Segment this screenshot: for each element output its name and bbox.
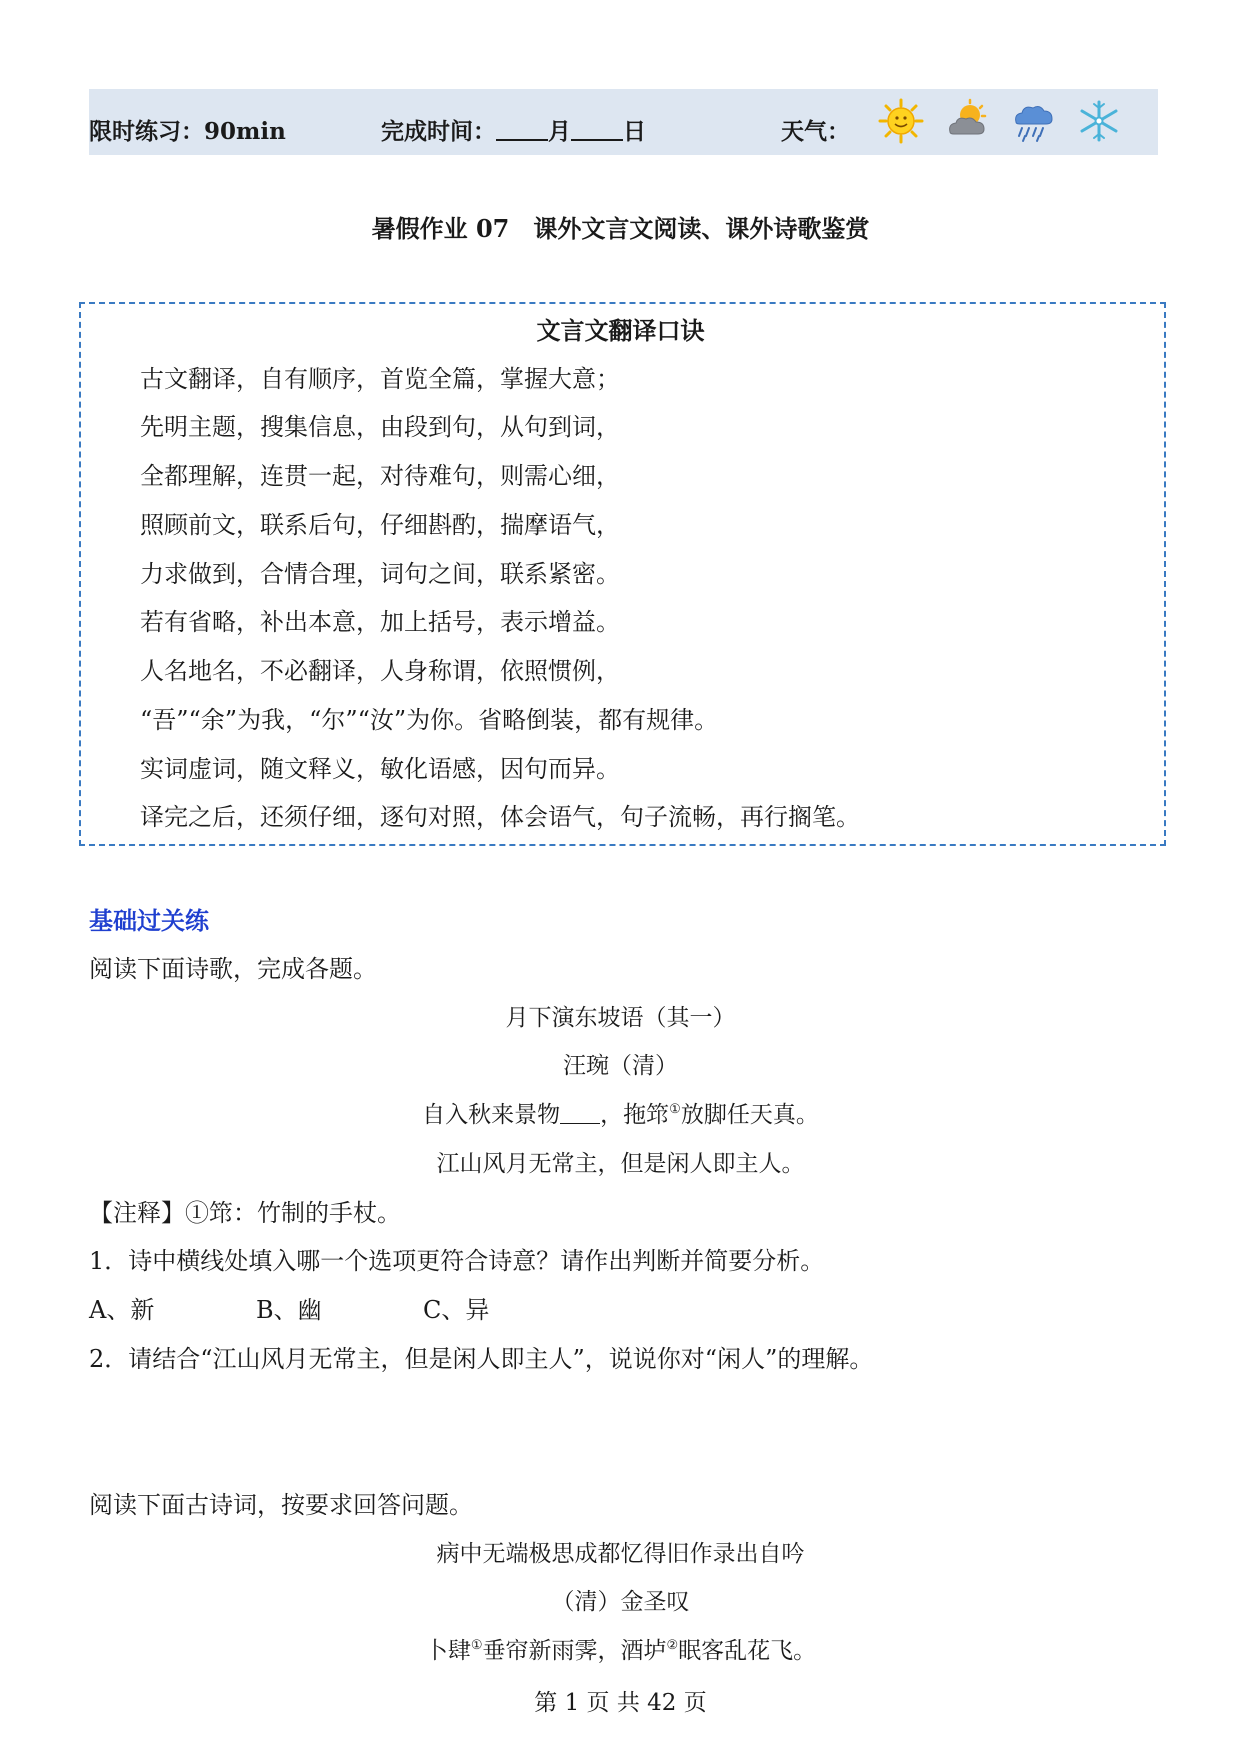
- rhyme-box-title: 文言文翻译口诀: [536, 316, 705, 345]
- month-label: 月: [548, 118, 571, 145]
- page-title: 暑假作业 07 课外文言文阅读、课外诗歌鉴赏: [371, 214, 870, 243]
- poem-line: 江山风月无常主，但是闲人即主人。: [436, 1151, 805, 1177]
- intro-text: 阅读下面古诗词，按要求回答问题。: [89, 1491, 473, 1519]
- poem-line: 自入秋来景物 ，拖筇①放脚任天真。: [422, 1102, 819, 1128]
- poem-title: 病中无端极思成都忆得旧作录出自吟: [436, 1541, 805, 1567]
- snowflake-icon: [1076, 98, 1122, 144]
- rhyme-line: 若有省略，补出本意，加上括号，表示增益。: [140, 608, 620, 636]
- option-a: A、新: [89, 1296, 155, 1324]
- rhyme-line: 全都理解，连贯一起，对待难句，则需心细，: [140, 462, 620, 490]
- day-blank[interactable]: [571, 117, 623, 141]
- footnote-marker: ①: [470, 1638, 483, 1653]
- month-blank[interactable]: [496, 117, 548, 141]
- rhyme-line: 力求做到，合情合理，词句之间，联系紧密。: [140, 560, 620, 588]
- footnote-marker: ①: [669, 1102, 681, 1117]
- fill-blank[interactable]: [560, 1102, 600, 1124]
- question-1: 1．诗中横线处填入哪一个选项更符合诗意？请作出判断并简要分析。: [89, 1247, 825, 1275]
- footnote-marker: ②: [666, 1638, 679, 1653]
- time-limit-value: 90min: [204, 118, 286, 145]
- rain-icon: [1010, 98, 1056, 144]
- weather: [781, 116, 850, 148]
- intro-text: 阅读下面诗歌，完成各题。: [89, 955, 377, 983]
- poem-title: 月下演东坡语（其一）: [505, 1005, 736, 1031]
- rhyme-line: “吾”“余”为我，“尔”“汝”为你。省略倒装，都有规律。: [140, 706, 719, 734]
- rhyme-line: 实词虚词，随文释义，敏化语感，因句而异。: [140, 755, 620, 783]
- finish-time-label: 完成时间：: [381, 118, 496, 145]
- page-footer: 第 1 页 共 42 页: [534, 1690, 707, 1716]
- question-2: 2．请结合“江山风月无常主，但是闲人即主人”，说说你对“闲人”的理解。: [89, 1345, 874, 1373]
- section-heading: 基础过关练: [89, 907, 209, 935]
- rhyme-line: 古文翻译，自有顺序，首览全篇，掌握大意；: [140, 365, 620, 393]
- cloud-sun-icon: [944, 98, 990, 144]
- time-limit-label: 限时练习：: [89, 118, 204, 145]
- time-limit: [89, 116, 286, 148]
- day-label: 日: [623, 118, 646, 145]
- footnote: 【注释】①筇：竹制的手杖。: [89, 1199, 401, 1227]
- rhyme-line: 先明主题，搜集信息，由段到句，从句到词，: [140, 413, 620, 441]
- sun-icon: [878, 98, 924, 144]
- rhyme-line: 照顾前文，联系后句，仔细斟酌，揣摩语气，: [140, 511, 620, 539]
- option-b: B、幽: [256, 1296, 322, 1324]
- finish-time: [381, 116, 646, 148]
- poem-author: （清）金圣叹: [551, 1589, 690, 1615]
- weather-label: 天气：: [781, 118, 850, 145]
- poem-author: 汪琬（清）: [563, 1053, 678, 1079]
- rhyme-line: 译完之后，还须仔细，逐句对照，体会语气，句子流畅，再行搁笔。: [140, 803, 860, 831]
- rhyme-line: 人名地名，不必翻译，人身称谓，依照惯例，: [140, 657, 620, 685]
- option-c: C、异: [423, 1296, 490, 1324]
- poem-line: 卜肆①垂帘新雨霁，酒垆②眠客乱花飞。: [424, 1638, 817, 1664]
